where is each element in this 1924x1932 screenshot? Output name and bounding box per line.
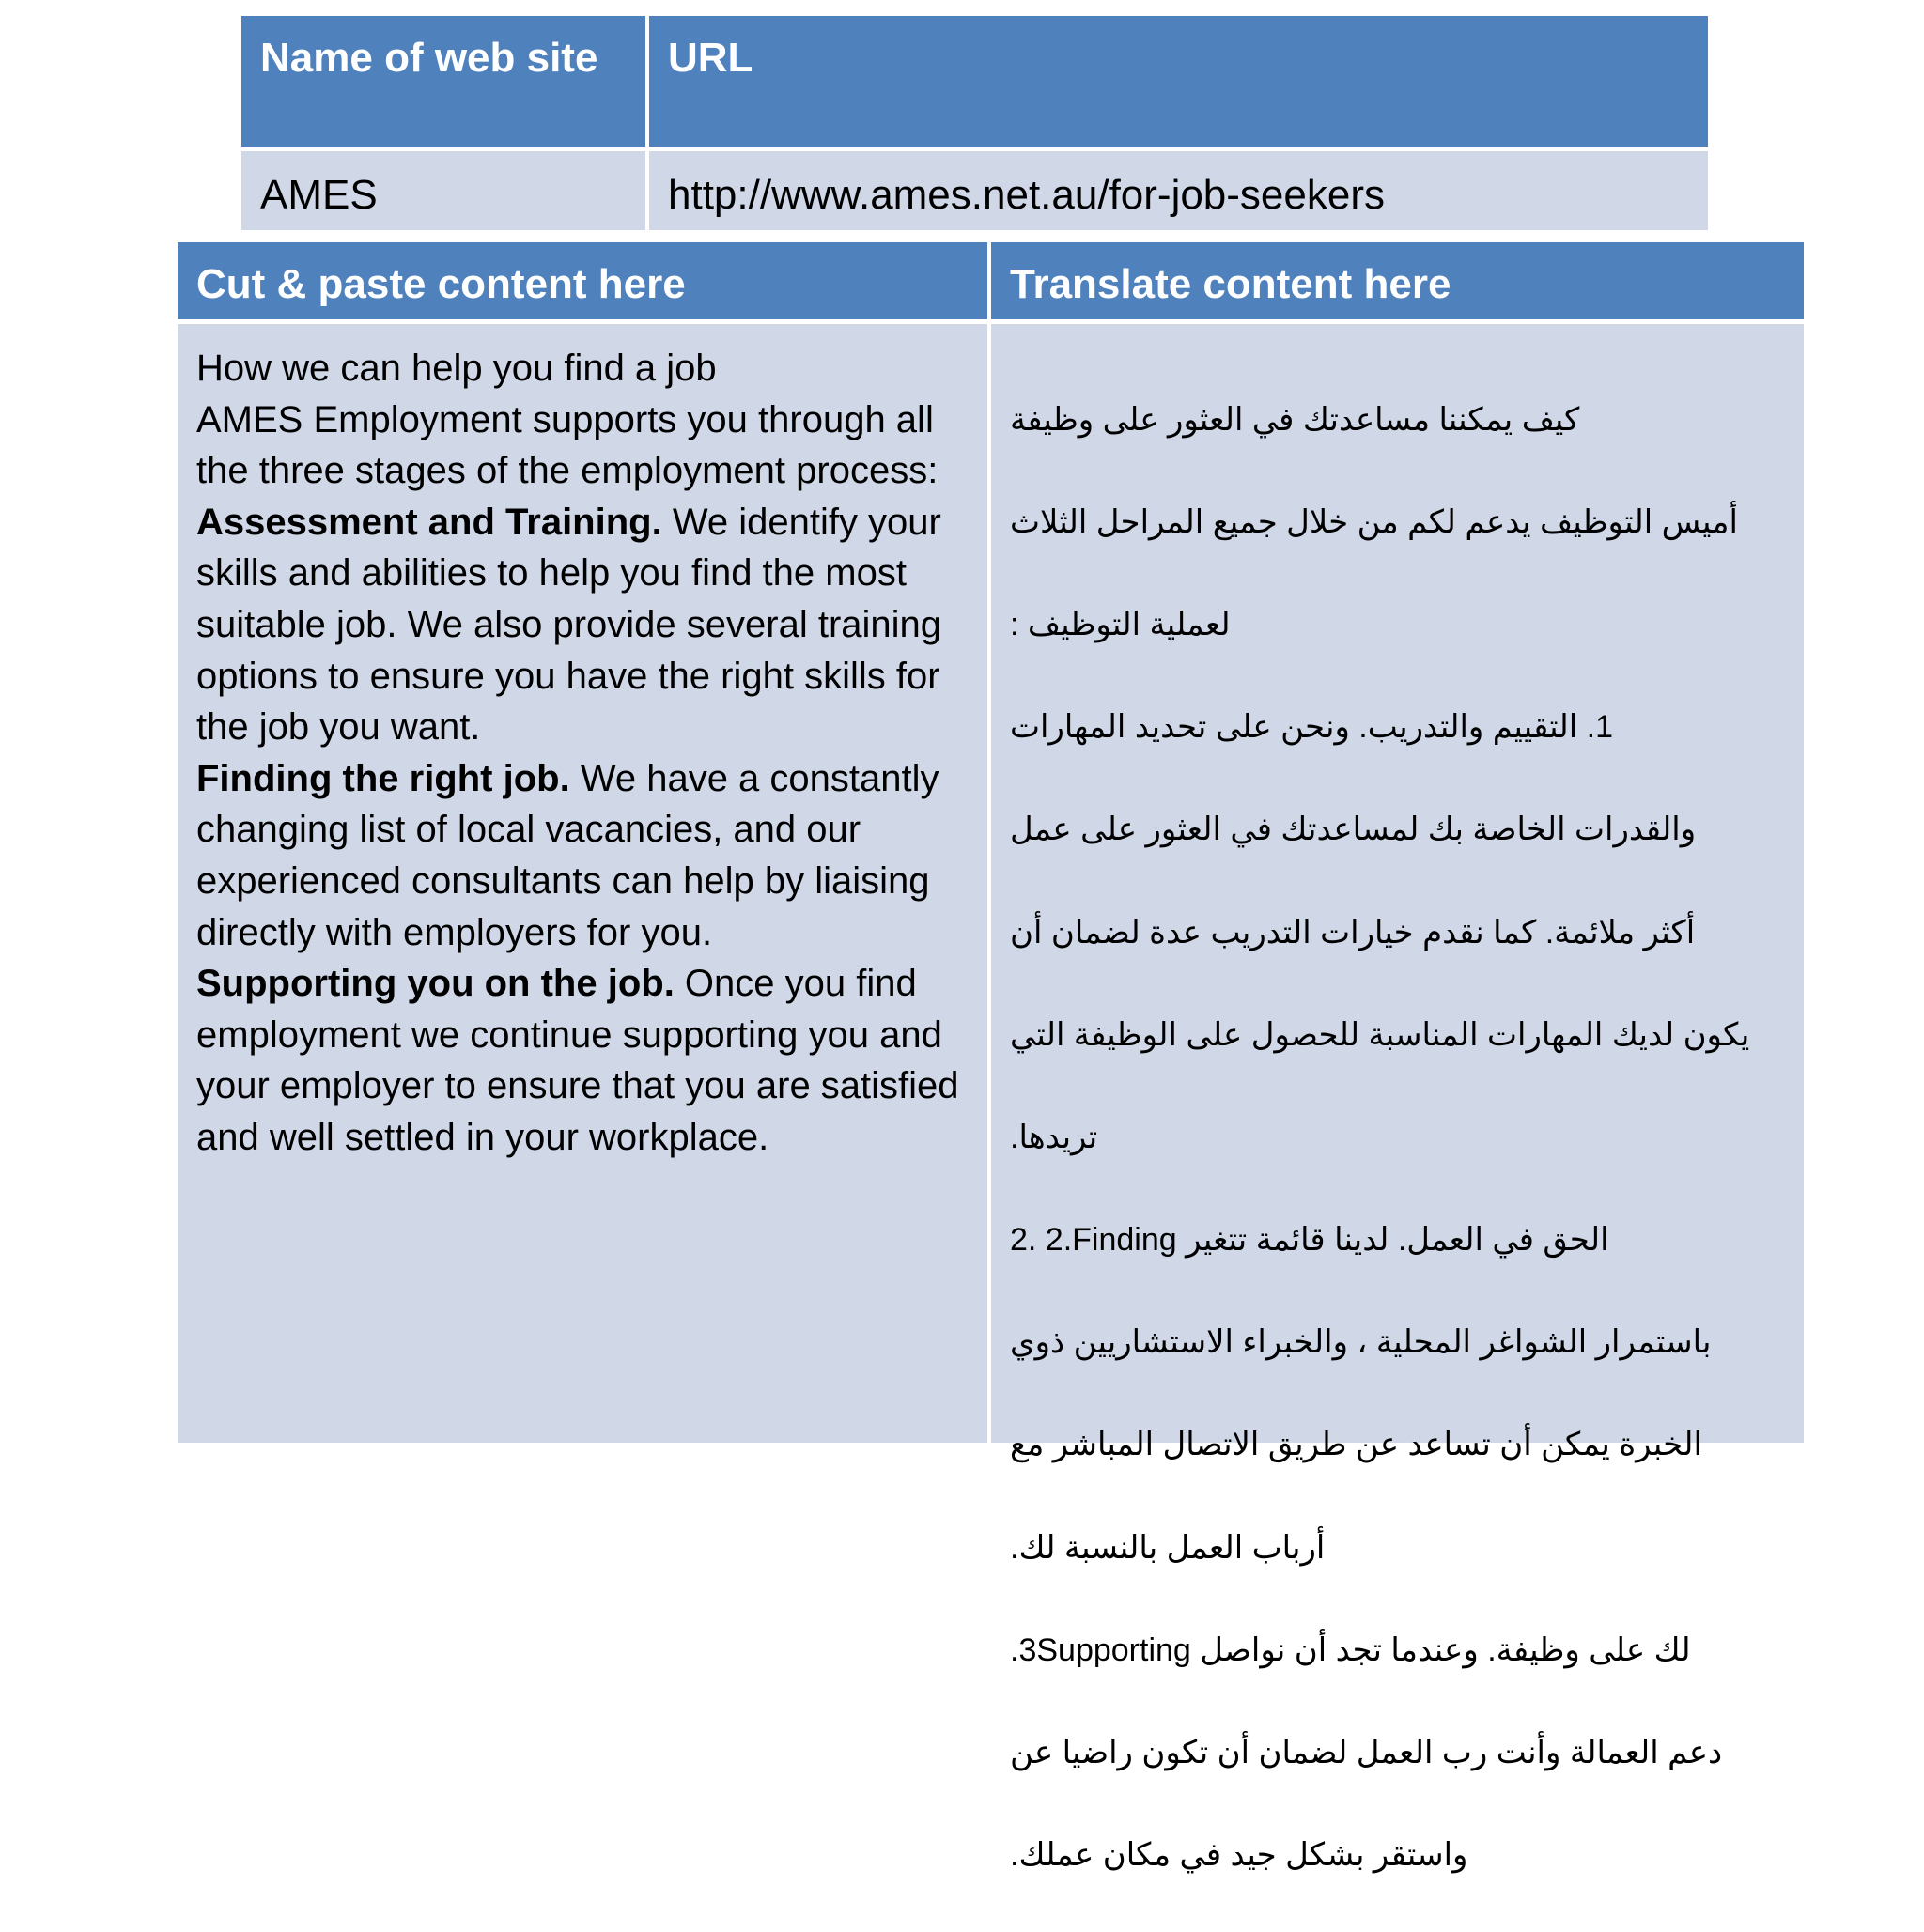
arabic-line: 1. التقييم والتدريب. ونحن على تحديد المهارات bbox=[1010, 709, 1614, 746]
arabic-line: لعملية التوظيف : bbox=[1010, 606, 1231, 642]
intro-title: How we can help you find a job bbox=[196, 348, 717, 389]
arabic-line: كيف يمكننا مساعدتك في العثور على وظيفة bbox=[1010, 401, 1580, 438]
section-supporting bbox=[196, 958, 974, 1163]
content-table bbox=[178, 242, 1804, 1874]
arabic-line: أميس التوظيف يدعم لكم من خلال جميع المراحل الثلاث bbox=[1010, 503, 1738, 540]
arabic-line: أرباب العمل بالنسبة لك. bbox=[1010, 1529, 1326, 1566]
arabic-translation-cell[interactable] bbox=[991, 324, 1804, 1874]
website-name-header: Name of web site bbox=[241, 16, 645, 147]
arabic-line: تريدها. bbox=[1010, 1119, 1098, 1155]
section-finding-title: Finding the right job. bbox=[196, 757, 570, 799]
arabic-line: باستمرار الشواغر المحلية ، والخبراء الاستشاريين ذوي bbox=[1010, 1324, 1712, 1361]
translate-header: Translate content here bbox=[991, 242, 1804, 319]
arabic-line: واستقر بشكل جيد في مكان عملك. bbox=[1010, 1837, 1468, 1874]
english-content-cell[interactable] bbox=[178, 324, 987, 1443]
section-assessment-text: We identify your skills and abilities to help you find the most suitable job. We also provide several training options to ensure you have the right skills for the job you want. bbox=[196, 501, 942, 749]
section-supporting-title: Supporting you on the job. bbox=[196, 963, 675, 1005]
section-assessment-title: Assessment and Training. bbox=[196, 501, 662, 543]
url-header: URL bbox=[649, 16, 1708, 147]
cut-paste-header: Cut & paste content here bbox=[178, 242, 987, 319]
website-table-row bbox=[241, 151, 1708, 230]
website-table bbox=[241, 16, 1708, 230]
arabic-line: الخبرة يمكن أن تساعد عن طريق الاتصال المباشر مع bbox=[1010, 1427, 1702, 1463]
arabic-line: يكون لديك المهارات المناسبة للحصول على الوظيفة التي bbox=[1010, 1016, 1750, 1053]
arabic-line: 2. 2.Finding الحق في العمل. لدينا قائمة تتغير bbox=[1010, 1222, 1609, 1259]
section-finding-text: We have a constantly changing list of local vacancies, and our experienced consultants can help by liaising directly with employers for you. bbox=[196, 757, 939, 953]
section-assessment bbox=[196, 497, 974, 753]
arabic-line: دعم العمالة وأنت رب العمل لضمان أن تكون راضيا عن bbox=[1010, 1735, 1723, 1771]
section-supporting-text: Once you find employment we continue supporting you and your employer to ensure that you are satisfied and well settled in your workplace. bbox=[196, 963, 959, 1158]
website-table-header-row bbox=[241, 16, 1708, 147]
section-finding bbox=[196, 753, 974, 958]
arabic-line: أكثر ملائمة. كما نقدم خيارات التدريب عدة لضمان أن bbox=[1010, 914, 1696, 951]
intro-text: AMES Employment supports you through all the three stages of the employment process: bbox=[196, 398, 939, 492]
content-table-header-row bbox=[178, 242, 1804, 319]
url-cell[interactable]: http://www.ames.net.au/for-job-seekers bbox=[649, 151, 1708, 230]
website-name-cell: AMES bbox=[241, 151, 645, 230]
arabic-line: .3Supporting لك على وظيفة. وعندما تجد أن نواصل bbox=[1010, 1631, 1691, 1668]
content-table-body-row bbox=[178, 324, 1804, 1874]
arabic-line: والقدرات الخاصة بك لمساعدتك في العثور على عمل bbox=[1010, 811, 1697, 848]
